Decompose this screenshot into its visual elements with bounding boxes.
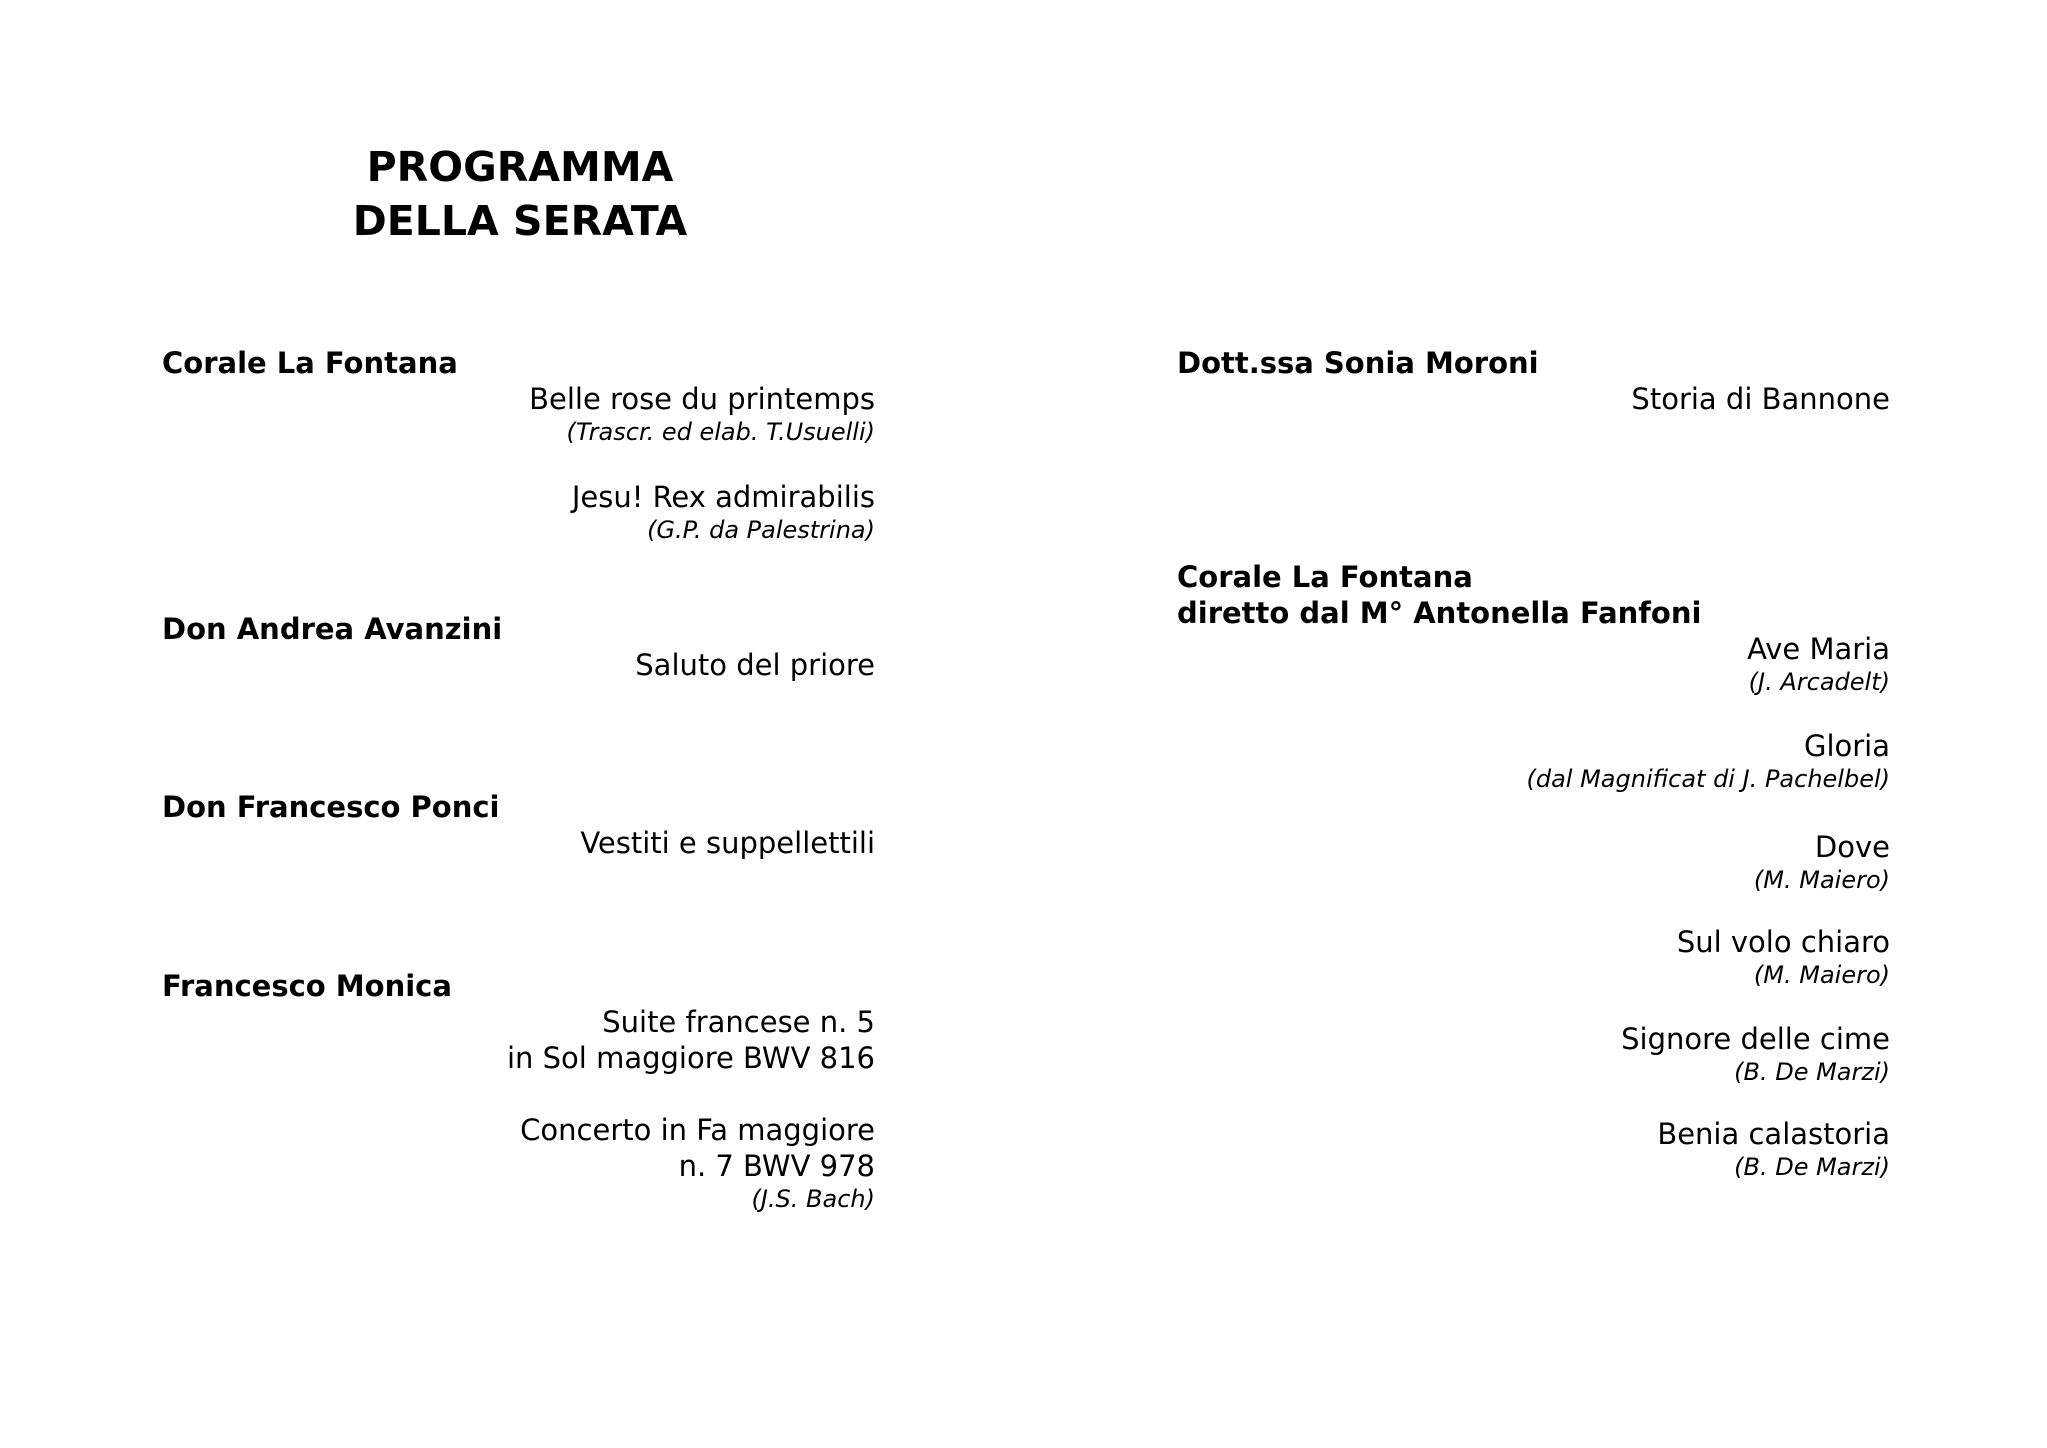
program-group <box>162 968 875 1215</box>
program-piece <box>1177 1021 1890 1088</box>
piece-title: Sul volo chiaro <box>1676 925 1890 959</box>
program-piece <box>162 1004 875 1076</box>
piece-composer-note: (M. Maiero) <box>1753 866 1890 894</box>
program-group <box>162 789 875 861</box>
program-piece <box>1177 381 1890 417</box>
program-group <box>1177 345 1890 417</box>
page-title-line-1: PROGRAMMA <box>366 143 674 191</box>
piece-composer-note: (dal Magnificat di J. Pachelbel) <box>1526 765 1890 793</box>
piece-title: Gloria <box>1803 729 1890 763</box>
piece-composer-note: (M. Maiero) <box>1753 961 1890 989</box>
performer-name: Dott.ssa Sonia Moroni <box>1177 346 1539 380</box>
performer-name: Corale La Fontana <box>162 346 458 380</box>
program-piece <box>162 825 875 861</box>
program-piece <box>1177 1116 1890 1183</box>
piece-composer-note: (B. De Marzi) <box>1734 1153 1890 1181</box>
performer-name: Don Francesco Ponci <box>162 790 500 824</box>
performer-name-line: Corale La Fontana <box>1177 560 1473 594</box>
piece-composer-note: (J.S. Bach) <box>751 1185 875 1213</box>
piece-title <box>162 1112 875 1184</box>
piece-title-line: Concerto in Fa maggiore <box>520 1113 875 1147</box>
performer-name <box>1177 559 1890 631</box>
piece-title: Storia di Bannone <box>1631 382 1890 416</box>
program-piece <box>162 479 875 546</box>
piece-composer-note: (B. De Marzi) <box>1734 1058 1890 1086</box>
piece-title-line: n. 7 BWV 978 <box>678 1149 875 1183</box>
program-group <box>162 611 875 683</box>
program-piece <box>162 1112 875 1215</box>
piece-composer-note: (J. Arcadelt) <box>1748 668 1890 696</box>
program-group <box>1177 559 1890 1183</box>
performer-name-line: diretto dal M° Antonella Fanfoni <box>1177 596 1702 630</box>
left-program-column <box>162 345 875 1215</box>
program-group <box>162 345 875 546</box>
performer-name: Francesco Monica <box>162 969 452 1003</box>
right-program-column <box>1177 345 1890 1183</box>
piece-composer-note: (G.P. da Palestrina) <box>647 516 875 544</box>
piece-title: Signore delle cime <box>1621 1022 1890 1056</box>
piece-title: Saluto del priore <box>635 648 875 682</box>
page-title-line-2: DELLA SERATA <box>352 197 688 245</box>
piece-composer-note: (Trascr. ed elab. T.Usuelli) <box>566 418 875 446</box>
program-piece <box>1177 728 1890 795</box>
piece-title-line: Suite francese n. 5 <box>602 1005 875 1039</box>
program-piece <box>1177 829 1890 896</box>
piece-title-line: in Sol maggiore BWV 816 <box>506 1041 875 1075</box>
piece-title <box>162 1004 875 1076</box>
program-piece <box>162 647 875 683</box>
program-piece <box>162 381 875 448</box>
piece-title: Vestiti e suppellettili <box>580 826 875 860</box>
piece-title: Dove <box>1814 830 1890 864</box>
program-piece <box>1177 631 1890 698</box>
program-piece <box>1177 924 1890 991</box>
piece-title: Ave Maria <box>1747 632 1890 666</box>
page-title <box>260 140 780 248</box>
performer-name: Don Andrea Avanzini <box>162 612 503 646</box>
piece-title: Belle rose du printemps <box>529 382 875 416</box>
piece-title: Benia calastoria <box>1657 1117 1890 1151</box>
piece-title: Jesu! Rex admirabilis <box>571 480 875 514</box>
